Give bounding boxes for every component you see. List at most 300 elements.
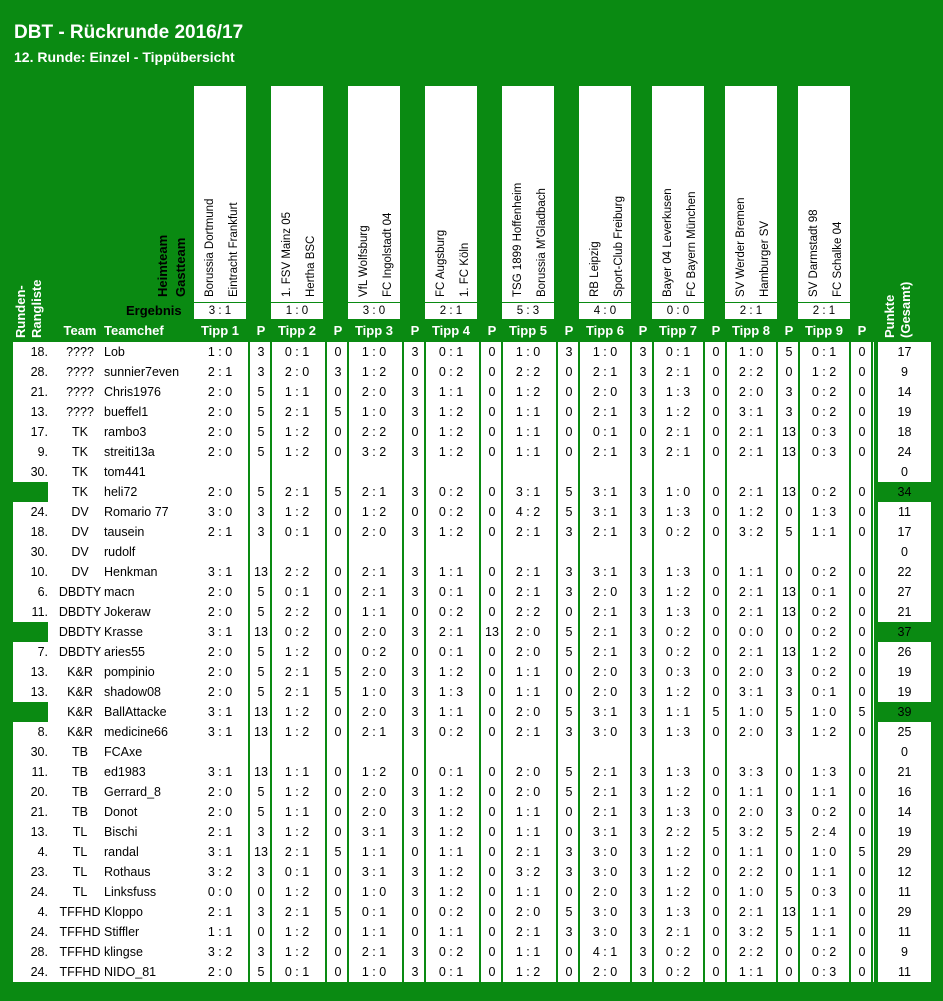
tipp-cell: 1 : 3 (811, 765, 837, 779)
column-separator (578, 522, 580, 542)
column-separator (652, 902, 654, 922)
tipp-cell: 0 : 1 (284, 345, 310, 359)
column-separator (501, 622, 503, 642)
table-row (13, 622, 931, 642)
column-separator (849, 382, 851, 402)
column-separator (501, 642, 503, 662)
team-cell: ???? (66, 385, 94, 399)
tipp-cell: 1 : 2 (284, 825, 310, 839)
column-separator (270, 962, 272, 982)
points-cell: 3 (639, 645, 647, 659)
column-separator (630, 342, 632, 362)
team-cell: TB (72, 765, 88, 779)
tipp-cell: 2 : 0 (207, 385, 233, 399)
team-cell: K&R (67, 665, 93, 679)
tipp-cell: 3 : 1 (207, 705, 233, 719)
match-3-home-team: VfL Wolfsburg (358, 225, 370, 297)
tipp-cell: 1 : 1 (811, 525, 837, 539)
match-4-result: 2 : 1 (425, 303, 477, 319)
points-cell (331, 462, 345, 482)
team-cell: TFFHD (59, 965, 101, 979)
column-separator (501, 722, 503, 742)
column-separator (556, 942, 558, 962)
tipp-cell: 1 : 2 (284, 785, 310, 799)
column-separator (402, 462, 404, 482)
points-cell: 0 (334, 605, 342, 619)
column-separator (703, 762, 705, 782)
points-cell: 0 (257, 925, 265, 939)
column-separator (798, 562, 800, 582)
column-separator (347, 602, 349, 622)
column-separator (849, 922, 851, 942)
match-2-result: 1 : 0 (271, 303, 323, 319)
tipp-cell: 1 : 2 (438, 805, 464, 819)
points-cell: 0 (565, 425, 573, 439)
tipp-cell: 1 : 1 (811, 865, 837, 879)
rank-cell: 18. (30, 525, 48, 539)
column-separator (347, 942, 349, 962)
column-separator (871, 762, 873, 782)
tipp-cell: 0 : 2 (811, 565, 837, 579)
points-cell: 3 (639, 365, 647, 379)
tipp-cell: 1 : 1 (438, 845, 464, 859)
tipp-cell: 3 : 0 (207, 505, 233, 519)
column-separator (849, 782, 851, 802)
column-separator (556, 362, 558, 382)
tipp-cell: 3 : 0 (592, 725, 618, 739)
column-separator (776, 822, 778, 842)
points-cell: 0 (565, 665, 573, 679)
tipp-cell: 2 : 1 (592, 405, 618, 419)
column-separator (325, 882, 327, 902)
column-separator (725, 682, 727, 702)
column-separator (849, 802, 851, 822)
column-separator (501, 382, 503, 402)
points-cell: 5 (257, 805, 265, 819)
points-cell: 3 (639, 825, 647, 839)
team-cell: DBDTY (58, 625, 102, 639)
teamchef-cell: ed1983 (104, 765, 146, 779)
column-separator (578, 482, 580, 502)
total-points-cell: 11 (898, 505, 911, 519)
tipp-cell: 2 : 1 (361, 565, 387, 579)
teamchef-cell: bueffel1 (104, 405, 149, 419)
column-separator (270, 782, 272, 802)
column-separator (270, 402, 272, 422)
points-cell: 3 (565, 845, 573, 859)
column-separator (248, 702, 250, 722)
column-separator (652, 862, 654, 882)
tipp-cell: 3 : 2 (738, 925, 764, 939)
tipp-cell: 1 : 1 (811, 905, 837, 919)
points-cell: 3 (411, 685, 419, 699)
column-separator (424, 562, 426, 582)
tipp-cell: 3 : 1 (592, 825, 618, 839)
column-separator (578, 622, 580, 642)
points-cell: 0 (785, 845, 793, 859)
points-cell: 0 (565, 385, 573, 399)
tipp-cell: 0 : 1 (284, 525, 310, 539)
tipp-cell: 1 : 1 (515, 805, 541, 819)
column-separator (871, 942, 873, 962)
points-cell: 0 (712, 685, 720, 699)
column-separator (270, 682, 272, 702)
tipp-cell: 3 : 1 (592, 485, 618, 499)
column-separator (578, 422, 580, 442)
tipp-cell: 1 : 2 (361, 765, 387, 779)
tipp-cell: 2 : 1 (361, 585, 387, 599)
column-separator (479, 622, 481, 642)
column-separator (424, 502, 426, 522)
column-separator (849, 342, 851, 362)
tipp-cell (348, 462, 400, 482)
total-points-cell: 9 (901, 365, 908, 379)
tipp-cell: 2 : 0 (207, 685, 233, 699)
rank-cell: 1. (13, 702, 48, 722)
column-separator (798, 702, 800, 722)
teamchef-cell: Donot (104, 805, 138, 819)
column-separator (325, 802, 327, 822)
tipp-cell: 2 : 0 (592, 685, 618, 699)
rank-cell: 3. (13, 482, 48, 502)
tipp-cell: 1 : 0 (738, 705, 764, 719)
points-cell (855, 742, 869, 762)
column-separator (501, 802, 503, 822)
rank-cell: 24. (30, 965, 48, 979)
tipp-cell: 0 : 2 (438, 505, 464, 519)
teamchef-cell: FCAxe (104, 745, 143, 759)
tipp-cell: 2 : 0 (207, 785, 233, 799)
points-cell: 0 (334, 565, 342, 579)
tipp-cell: 2 : 2 (738, 865, 764, 879)
column-separator (325, 642, 327, 662)
column-separator (402, 822, 404, 842)
points-cell: 5 (565, 485, 573, 499)
column-separator (248, 562, 250, 582)
column-separator (703, 582, 705, 602)
team-cell: TFFHD (59, 905, 101, 919)
column-separator (402, 642, 404, 662)
table-row (13, 922, 931, 942)
points-cell: 3 (639, 585, 647, 599)
tipp-cell (798, 542, 850, 562)
column-separator (871, 382, 873, 402)
tipp-cell: 3 : 2 (515, 865, 541, 879)
column-separator (248, 782, 250, 802)
table-row (13, 862, 931, 882)
column-separator (849, 882, 851, 902)
tipp-cell: 0 : 2 (811, 485, 837, 499)
points-cell: 0 (712, 365, 720, 379)
points-cell (485, 462, 499, 482)
points-cell: 5 (712, 705, 720, 719)
column-separator (270, 502, 272, 522)
table-row (13, 362, 931, 382)
teamchef-cell: pompinio (104, 665, 155, 679)
column-separator (849, 482, 851, 502)
points-cell: 0 (565, 965, 573, 979)
column-separator (248, 602, 250, 622)
column-separator (556, 922, 558, 942)
tipp-cell: 2 : 0 (361, 785, 387, 799)
points-cell: 0 (334, 865, 342, 879)
points-cell: 3 (411, 885, 419, 899)
column-separator (871, 542, 873, 562)
column-separator (347, 922, 349, 942)
tipp-cell: 1 : 2 (284, 645, 310, 659)
tipp-cell: 2 : 1 (515, 585, 541, 599)
column-separator (501, 782, 503, 802)
points-cell: 0 (712, 785, 720, 799)
column-separator (402, 662, 404, 682)
column-separator (871, 962, 873, 982)
tipp-cell: 0 : 2 (438, 905, 464, 919)
tipp-cell: 0 : 2 (811, 805, 837, 819)
column-separator (703, 642, 705, 662)
points-cell: 0 (858, 605, 866, 619)
points-cell: 3 (565, 565, 573, 579)
tipp-cell: 1 : 1 (515, 665, 541, 679)
tipp-cell: 1 : 1 (438, 385, 464, 399)
column-separator (347, 842, 349, 862)
column-separator (725, 502, 727, 522)
teamchef-cell: Chris1976 (104, 385, 161, 399)
column-separator (248, 922, 250, 942)
column-separator (424, 722, 426, 742)
points-cell: 0 (858, 925, 866, 939)
rangliste-label-2: Rangliste (29, 279, 44, 338)
points-cell: 3 (639, 605, 647, 619)
points-cell: 0 (712, 725, 720, 739)
points-4-column-header: P (487, 323, 497, 338)
column-separator (270, 582, 272, 602)
tipp-cell: 0 : 1 (284, 865, 310, 879)
points-cell: 5 (785, 825, 793, 839)
column-separator (798, 822, 800, 842)
tipp-cell: 1 : 2 (515, 385, 541, 399)
column-separator (725, 342, 727, 362)
teamchef-cell: BallAttacke (104, 705, 167, 719)
match-9-result: 2 : 1 (798, 303, 850, 319)
column-separator (703, 342, 705, 362)
points-cell (485, 742, 499, 762)
tipp-cell: 2 : 0 (515, 905, 541, 919)
column-separator (556, 382, 558, 402)
tipp-cell: 1 : 3 (665, 765, 691, 779)
total-points-cell: 0 (901, 545, 908, 559)
tipp-cell: 0 : 1 (284, 585, 310, 599)
column-separator (725, 962, 727, 982)
table-row (13, 602, 931, 622)
match-5-result: 5 : 3 (502, 303, 554, 319)
points-cell: 0 (858, 725, 866, 739)
column-separator (270, 522, 272, 542)
column-separator (849, 742, 851, 762)
points-cell: 5 (257, 405, 265, 419)
column-separator (630, 842, 632, 862)
column-separator (270, 542, 272, 562)
column-separator (424, 522, 426, 542)
column-separator (402, 682, 404, 702)
rank-cell: 30. (30, 465, 48, 479)
column-separator (325, 902, 327, 922)
tipp-cell: 2 : 1 (738, 905, 764, 919)
column-separator (325, 782, 327, 802)
tipp-5-column-header: Tipp 5 (508, 323, 548, 338)
column-separator (578, 742, 580, 762)
tipp-cell: 4 : 1 (592, 945, 618, 959)
points-cell: 5 (334, 685, 342, 699)
team-cell: TFFHD (59, 945, 101, 959)
tipp-cell: 1 : 1 (361, 845, 387, 859)
points-cell: 0 (565, 825, 573, 839)
column-separator (652, 662, 654, 682)
total-points-cell: 16 (897, 785, 912, 799)
team-cell: TB (72, 785, 88, 799)
points-cell: 5 (565, 645, 573, 659)
tipp-cell: 1 : 2 (284, 725, 310, 739)
match-4-away-team: 1. FC Köln (459, 242, 471, 297)
points-cell: 0 (565, 885, 573, 899)
column-separator (849, 942, 851, 962)
column-separator (402, 762, 404, 782)
points-cell: 3 (639, 765, 647, 779)
column-separator (270, 482, 272, 502)
tipp-cell: 1 : 2 (438, 785, 464, 799)
points-cell: 0 (858, 885, 866, 899)
points-cell: 0 (785, 365, 793, 379)
column-separator (703, 942, 705, 962)
column-separator (325, 482, 327, 502)
column-separator (402, 522, 404, 542)
column-separator (424, 802, 426, 822)
column-separator (479, 702, 481, 722)
column-separator (871, 702, 873, 722)
column-separator (849, 902, 851, 922)
team-cell: TFFHD (59, 925, 101, 939)
team-cell: ???? (66, 365, 94, 379)
points-cell: 0 (488, 785, 496, 799)
tipp-cell: 2 : 1 (207, 905, 233, 919)
tipp-cell: 2 : 1 (515, 725, 541, 739)
total-points-cell: 39 (878, 702, 931, 722)
column-separator (798, 542, 800, 562)
points-cell: 0 (411, 845, 419, 859)
points-cell: 0 (334, 345, 342, 359)
points-cell: 0 (488, 565, 496, 579)
tipp-cell: 1 : 3 (665, 385, 691, 399)
column-separator (630, 702, 632, 722)
column-separator (556, 602, 558, 622)
match-1-result: 3 : 1 (194, 303, 246, 319)
points-cell: 0 (712, 605, 720, 619)
column-separator (248, 862, 250, 882)
team-cell: K&R (67, 685, 93, 699)
tipp-cell: 1 : 2 (438, 885, 464, 899)
points-cell: 5 (785, 885, 793, 899)
match-7-away-team: FC Bayern München (686, 191, 698, 297)
column-separator (725, 902, 727, 922)
column-separator (424, 882, 426, 902)
column-separator (652, 922, 654, 942)
column-separator (501, 362, 503, 382)
column-separator (270, 742, 272, 762)
points-cell: 0 (858, 665, 866, 679)
points-cell: 0 (858, 785, 866, 799)
column-separator (402, 882, 404, 902)
column-separator (479, 342, 481, 362)
rank-cell: 28. (30, 365, 48, 379)
tipp-cell: 2 : 1 (207, 365, 233, 379)
tipp-cell: 1 : 2 (811, 365, 837, 379)
heimteam-label: Heimteam (155, 234, 170, 297)
points-cell: 0 (858, 365, 866, 379)
column-separator (630, 942, 632, 962)
points-cell: 0 (712, 805, 720, 819)
points-cell: 0 (712, 925, 720, 939)
column-separator (798, 762, 800, 782)
column-separator (630, 902, 632, 922)
points-cell (709, 742, 723, 762)
column-separator (479, 662, 481, 682)
tipp-3-column-header: Tipp 3 (354, 323, 394, 338)
rank-cell: 20. (30, 785, 48, 799)
points-cell: 3 (639, 485, 647, 499)
points-cell: 0 (565, 605, 573, 619)
total-points-cell: 34 (878, 482, 931, 502)
points-cell: 5 (785, 525, 793, 539)
column-separator (630, 662, 632, 682)
points-cell: 0 (411, 425, 419, 439)
column-separator (849, 682, 851, 702)
column-separator (652, 802, 654, 822)
points-cell: 3 (639, 445, 647, 459)
table-row (13, 402, 931, 422)
column-separator (424, 642, 426, 662)
column-separator (798, 722, 800, 742)
column-separator (725, 582, 727, 602)
total-points-cell: 11 (898, 885, 911, 899)
column-separator (556, 822, 558, 842)
column-separator (703, 742, 705, 762)
tipp-cell: 1 : 2 (665, 785, 691, 799)
points-cell: 0 (858, 585, 866, 599)
points-cell: 5 (565, 785, 573, 799)
tipp-cell (194, 742, 246, 762)
points-cell: 13 (485, 625, 499, 639)
points-cell: 5 (334, 905, 342, 919)
tipp-cell: 0 : 3 (811, 425, 837, 439)
tipp-cell: 1 : 0 (592, 345, 618, 359)
tipp-cell: 2 : 1 (361, 945, 387, 959)
page-subtitle: 12. Runde: Einzel - Tippübersicht (14, 49, 235, 65)
team-cell: K&R (67, 705, 93, 719)
tipp-cell: 2 : 0 (515, 765, 541, 779)
teamchef-cell: randal (104, 845, 139, 859)
column-separator (501, 402, 503, 422)
column-separator (776, 722, 778, 742)
column-separator (578, 462, 580, 482)
column-separator (556, 502, 558, 522)
column-separator (798, 742, 800, 762)
column-separator (501, 922, 503, 942)
column-separator (630, 782, 632, 802)
column-separator (325, 502, 327, 522)
column-separator (630, 422, 632, 442)
column-separator (849, 722, 851, 742)
column-separator (325, 582, 327, 602)
points-cell: 5 (257, 485, 265, 499)
